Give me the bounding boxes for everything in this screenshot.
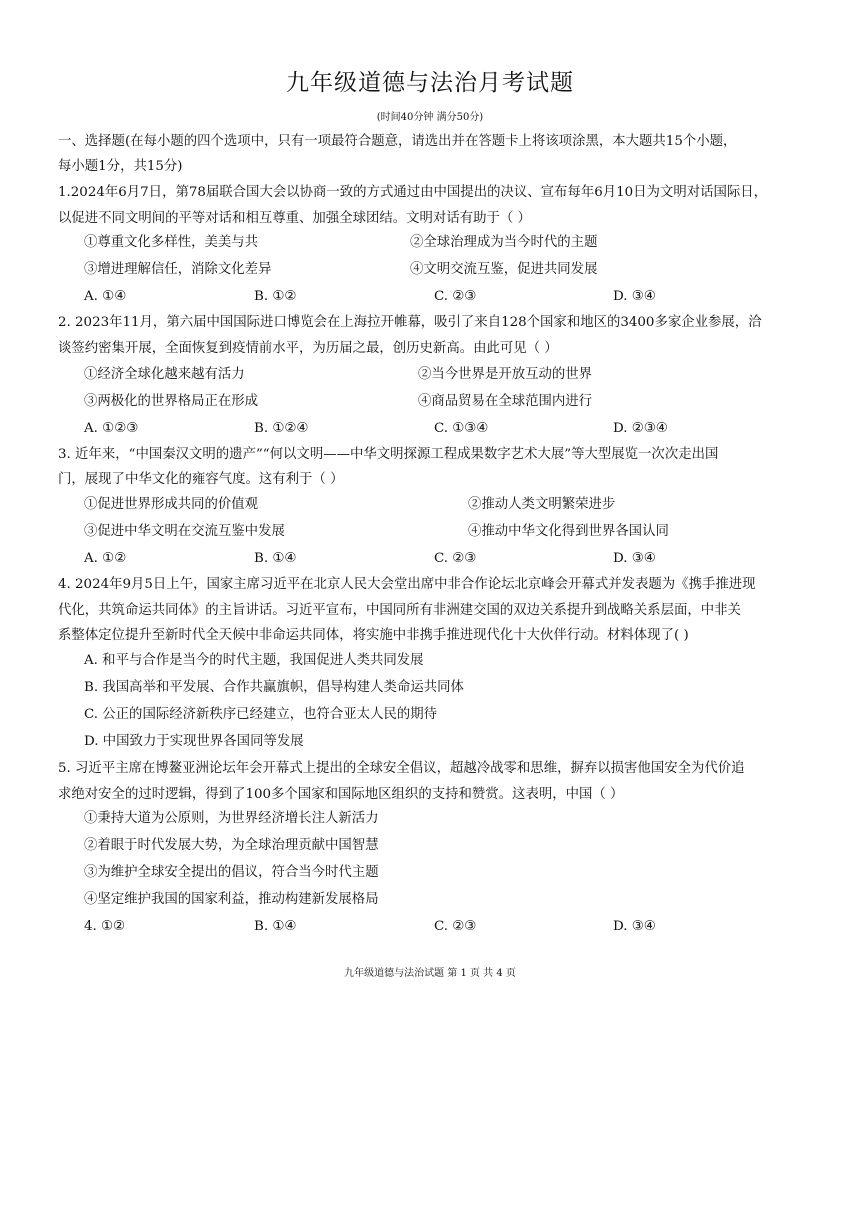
- q5-choice-a: 4. ①②: [84, 919, 126, 934]
- q4-choice-c: C. 公正的国际经济新秩序已经建立，也符合亚太人民的期待: [84, 707, 438, 722]
- q2-stem-line1: 2. 2023年11月，第六届中国国际进口博览会在上海拉开帷幕，吸引了来自128个国家和地区的3400多家企业参展，洽: [58, 315, 762, 330]
- q5-item-3: ③为维护全球安全提出的倡议，符合当今时代主题: [84, 865, 379, 880]
- q4-choice-b: B. 我国高举和平发展、合作共赢旗帜，倡导构建人类命运共同体: [84, 680, 464, 695]
- q4-stem-line3: 系整体定位提升至新时代全天候中非命运共同体，将实施中非携手推进现代化十大伙伴行动。材料体现了( ): [58, 628, 689, 643]
- q1-item-2: ②全球治理成为当今时代的主题: [410, 235, 598, 250]
- q5-item-4: ④坚定维护我国的国家利益，推动构建新发展格局: [84, 892, 379, 907]
- q3-item-2: ②推动人类文明繁荣进步: [468, 497, 616, 512]
- q1-choice-c: C. ②③: [434, 289, 477, 304]
- q3-choice-d: D. ③④: [613, 551, 656, 566]
- q4-stem-line2: 代化，共筑命运共同体》的主旨讲话。习近平宣布，中国同所有非洲建交国的双边关系提升到战略关系层面，中非关: [58, 603, 741, 618]
- q3-choice-b: B. ①④: [254, 551, 297, 566]
- q2-item-1: ①经济全球化越来越有活力: [84, 367, 245, 382]
- section-instruction-line2: 每小题1分，共15分): [58, 159, 183, 174]
- q2-choice-b: B. ①②④: [254, 421, 309, 436]
- q5-stem-line2: 求绝对安全的过时逻辑，得到了100多个国家和国际地区组织的支持和赞赏。这表明，中国（ ）: [58, 787, 624, 802]
- section-instruction-line1: 一、选择题(在每小题的四个选项中，只有一项最符合题意，请选出并在答题卡上将该项涂黑，本大题共15个小题，: [58, 134, 737, 149]
- q2-item-2: ②当今世界是开放互动的世界: [418, 367, 593, 382]
- q2-stem-line2: 谈签约密集开展，全面恢复到疫情前水平，为历届之最，创历史新高。由此可见（ ）: [58, 341, 558, 356]
- q5-item-2: ②着眼于时代发展大势，为全球治理贡献中国智慧: [84, 838, 379, 853]
- q2-item-3: ③两极化的世界格局正在形成: [84, 394, 259, 409]
- q5-choice-d: D. ③④: [613, 919, 656, 934]
- page-footer: 九年级道德与法治试题 第 1 页 共 4 页: [344, 968, 516, 979]
- q3-stem-line2: 门，展现了中华文化的雍容气度。这有利于（ ）: [58, 472, 344, 487]
- q1-choice-b: B. ①②: [254, 289, 297, 304]
- q2-choice-a: A. ①②③: [84, 421, 139, 436]
- q1-item-4: ④文明交流互鉴，促进共同发展: [410, 262, 598, 277]
- q1-item-3: ③增进理解信任，消除文化差异: [84, 262, 272, 277]
- q4-choice-d: D. 中国致力于实现世界各国同等发展: [84, 734, 304, 749]
- q3-choice-c: C. ②③: [434, 551, 477, 566]
- q4-stem-line1: 4. 2024年9月5日上午，国家主席习近平在北京人民大会堂出席中非合作论坛北京峰会开幕式并发表题为《携手推进现: [58, 577, 756, 592]
- q4-choice-a: A. 和平与合作是当今的时代主题，我国促进人类共同发展: [84, 653, 424, 668]
- q5-item-1: ①秉持大道为公原则，为世界经济增长注人新活力: [84, 811, 379, 826]
- q2-choice-c: C. ①③④: [434, 421, 489, 436]
- q3-item-4: ④推动中华文化得到世界各国认同: [468, 524, 669, 539]
- q5-choice-c: C. ②③: [434, 919, 477, 934]
- q1-stem-line1: 1.2024年6月7日，第78届联合国大会以协商一致的方式通过由中国提出的决议、宣布每年6月10日为文明对话国际日，: [58, 185, 768, 200]
- q1-choice-d: D. ③④: [613, 289, 656, 304]
- q2-choice-d: D. ②③④: [613, 421, 668, 436]
- q3-item-1: ①促进世界形成共同的价值观: [84, 497, 259, 512]
- q3-choice-a: A. ①②: [84, 551, 127, 566]
- q5-choice-b: B. ①④: [254, 919, 297, 934]
- q1-item-1: ①尊重文化多样性，美美与共: [84, 235, 259, 250]
- q1-choice-a: A. ①④: [84, 289, 127, 304]
- q5-stem-line1: 5. 习近平主席在博鳌亚洲论坛年会开幕式上提出的全球安全倡议，超越冷战零和思维，摒弃以损害他国安全为代价追: [58, 761, 745, 776]
- q2-item-4: ④商品贸易在全球范围内进行: [418, 394, 593, 409]
- exam-title: 九年级道德与法治月考试题: [286, 70, 574, 96]
- q1-stem-line2: 以促进不同文明间的平等对话和相互尊重、加强全球团结。文明对话有助于（ ）: [58, 211, 531, 226]
- q3-item-3: ③促进中华文明在交流互鉴中发展: [84, 524, 285, 539]
- exam-subtitle: (时间40分钟 满分50分): [376, 112, 484, 123]
- q3-stem-line1: 3. 近年来，“中国秦汉文明的遗产”“何以文明——中华文明探源工程成果数字艺术大展”等大型展览一次次走出国: [58, 447, 719, 462]
